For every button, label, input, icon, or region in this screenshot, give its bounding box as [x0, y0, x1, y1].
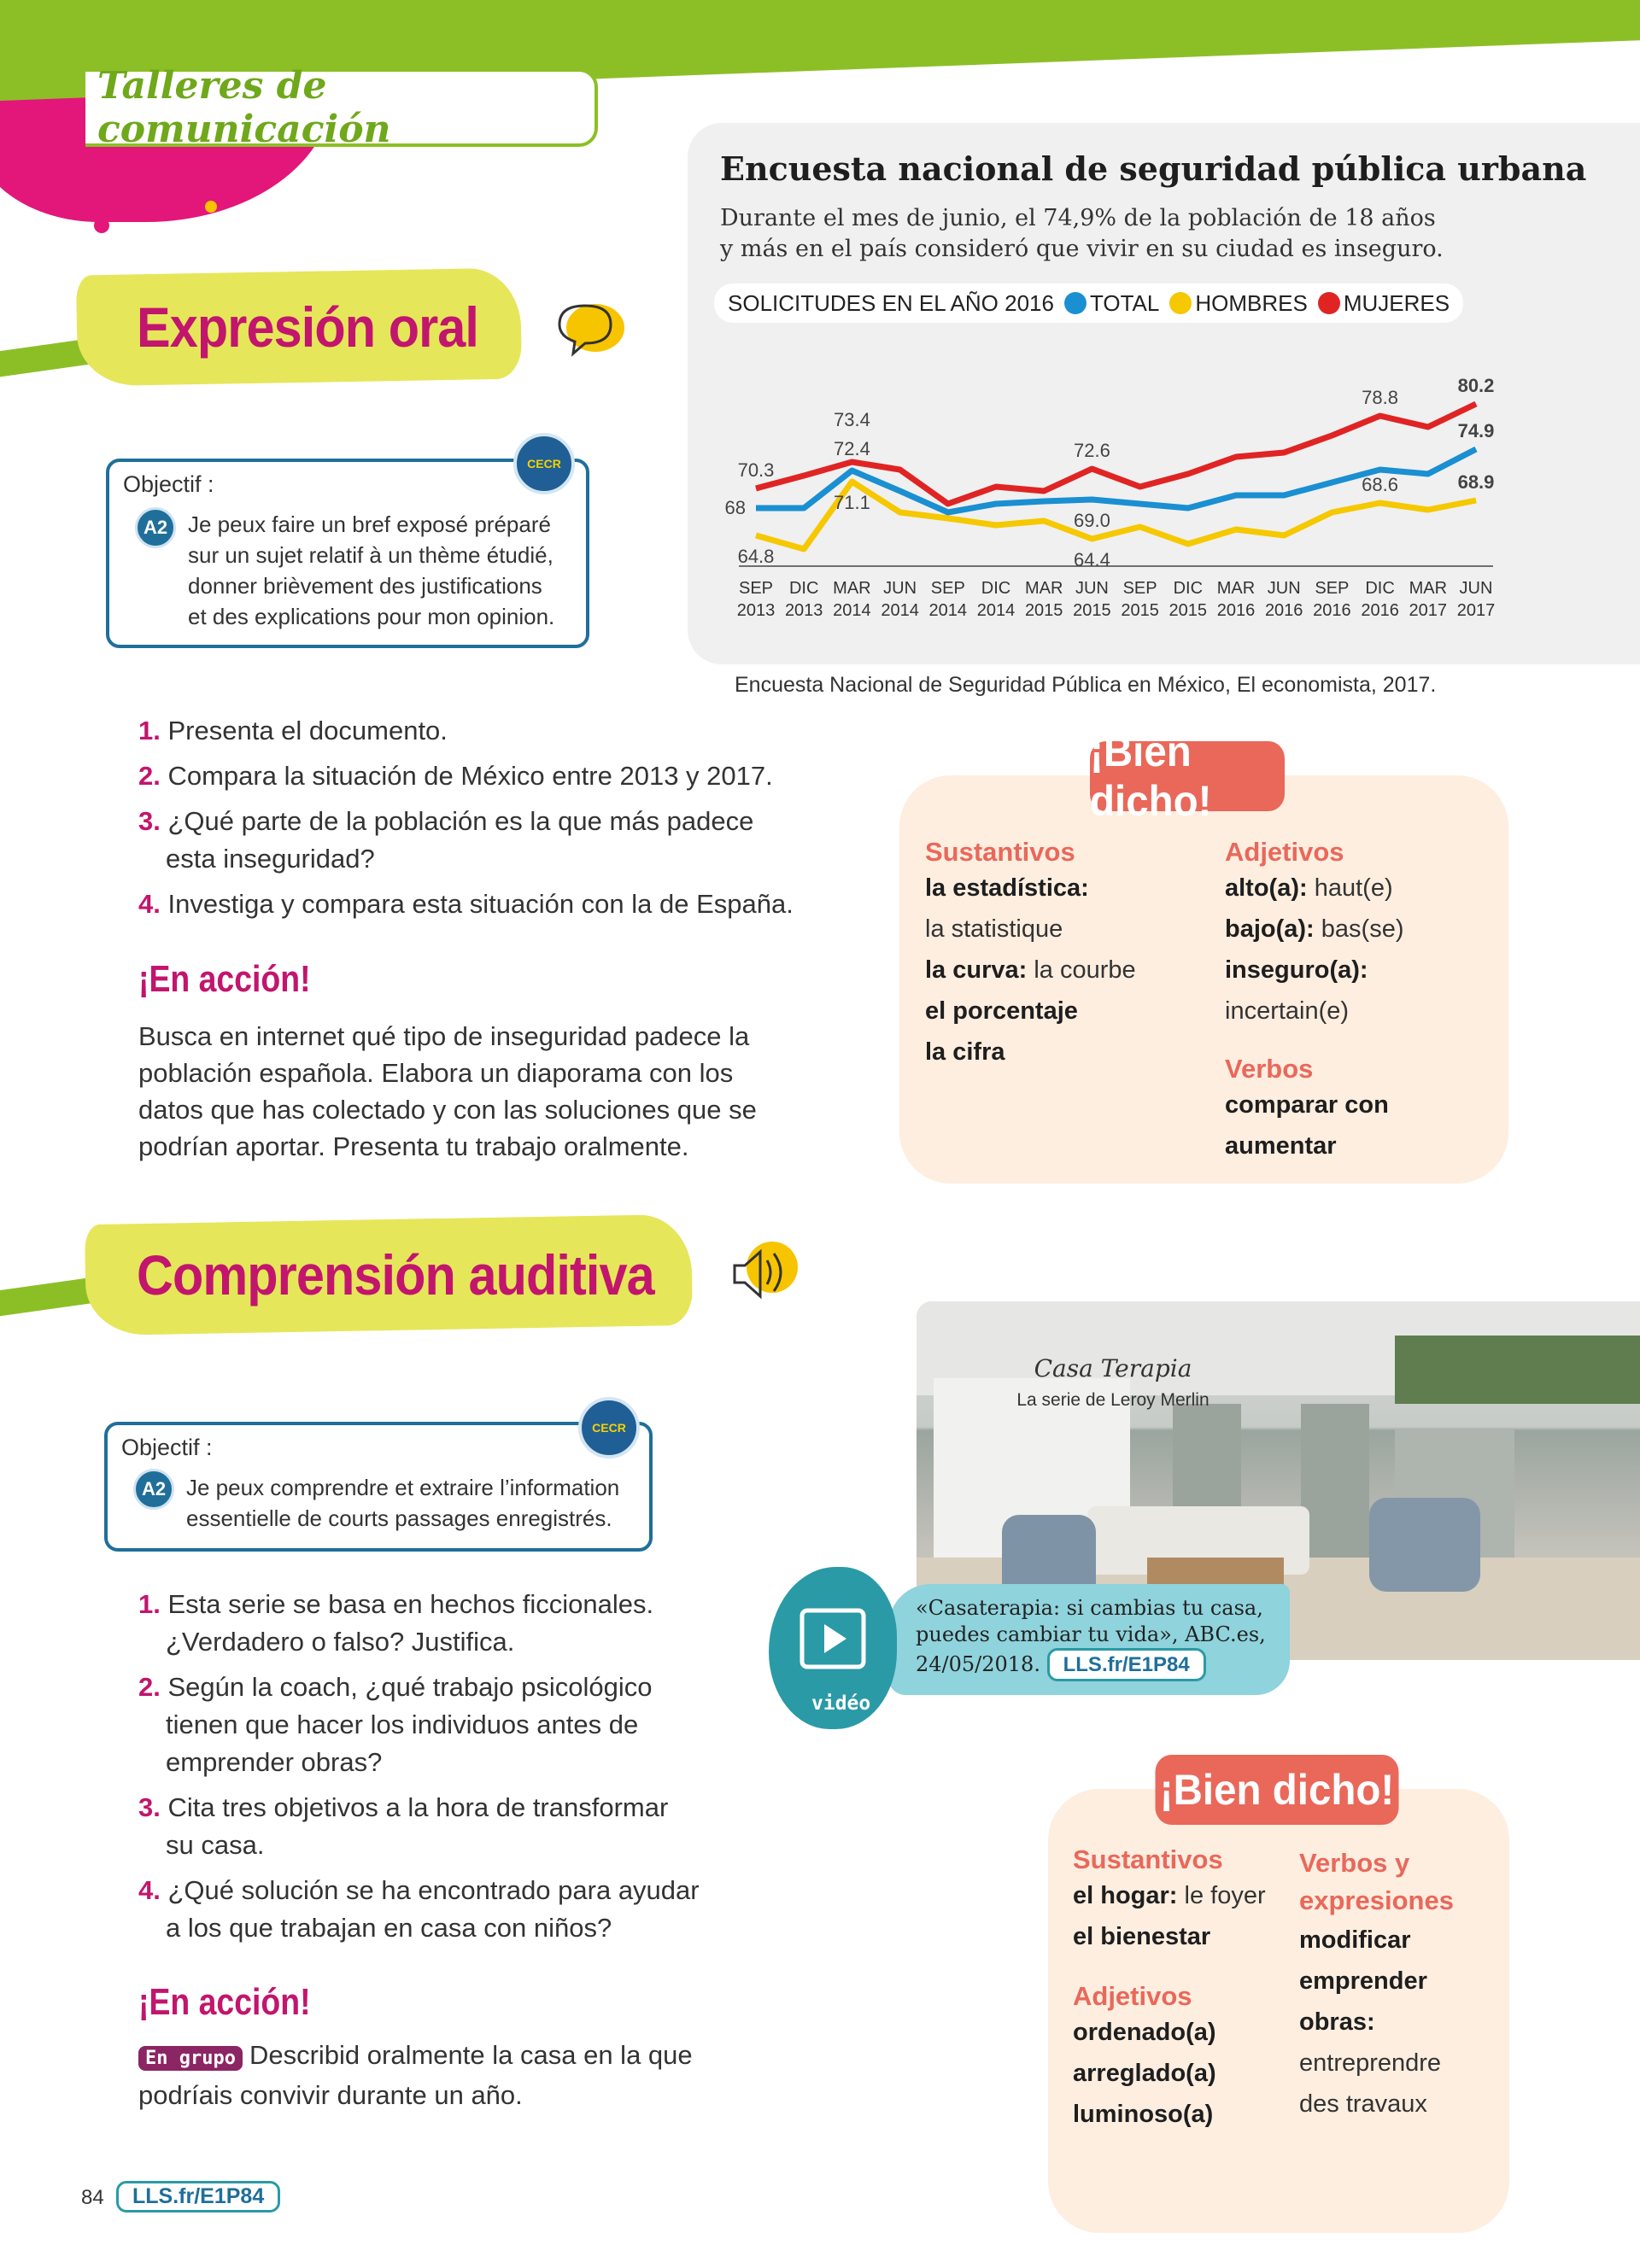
x-tick-label: 2015 [1073, 601, 1111, 620]
paragraph-line: podrían aportar. Presenta tu trabajo oralmente. [138, 1131, 689, 1161]
x-tick-label: SEP [1315, 579, 1350, 598]
vocab-item [1299, 2002, 1504, 2043]
objectif-line: essentielle de courts passages enregistrés. [186, 1505, 612, 1531]
bien-dicho-verbos [1299, 1844, 1504, 2125]
speech-bubble-icon [551, 299, 628, 359]
x-tick-label: DIC [788, 579, 819, 598]
vocab-heading [1299, 1844, 1504, 1920]
en-accion-heading: ¡En acción! [138, 1981, 311, 2023]
vocab-list [1225, 868, 1498, 1032]
en-grupo-badge: En grupo [138, 2046, 243, 2071]
vocab-translation: entreprendre [1299, 2049, 1442, 2077]
question-number: 3. [138, 806, 161, 836]
paragraph-line: población española. Elabora un diaporama con los [138, 1058, 734, 1088]
comprension-title: Comprensión auditiva [137, 1243, 654, 1306]
x-tick-label: JUN [1267, 579, 1301, 598]
vocab-term: bajo(a): [1225, 915, 1315, 943]
vocab-list [1299, 1920, 1504, 2125]
x-tick-label: SEP [1122, 579, 1157, 598]
bien-dicho-pill [1090, 728, 1285, 825]
question-number: 1. [138, 1589, 161, 1619]
vocab-term: luminoso(a) [1073, 2101, 1214, 2128]
vocab-term: modificar [1299, 1926, 1411, 1954]
question-continuation: su casa. [166, 1830, 265, 1860]
vocab-heading: Verbos [1225, 1054, 1314, 1084]
vocab-heading-line: Verbos y [1299, 1848, 1410, 1878]
vocab-item [1073, 1916, 1303, 1957]
objectif-line: donner brièvement des justifications [188, 573, 542, 599]
x-tick-label: MAR [1024, 579, 1063, 598]
x-tick-label: SEP [738, 579, 774, 598]
x-tick-label: 2014 [881, 601, 919, 620]
x-tick-label: 2013 [736, 601, 776, 620]
vocab-translation: incertain(e) [1225, 997, 1350, 1025]
vocab-list [1073, 1875, 1303, 1957]
level-badge [133, 1469, 174, 1510]
x-tick-label: MAR [833, 579, 871, 598]
data-label: 64.4 [1073, 549, 1110, 570]
video-caption [916, 1595, 1266, 1681]
video-caption-line [916, 1648, 1266, 1681]
question-text: Compara la situación de México entre 2013 y 2017. [167, 761, 773, 791]
legend-hombres: HOMBRES [1195, 289, 1308, 316]
question-text: Esta serie se basa en hechos ficcionales. [167, 1589, 654, 1619]
objectif-line: Je peux faire un bref exposé préparé [188, 511, 551, 537]
objectif-label: Objectif : [123, 471, 214, 497]
question-text: ¿Qué solución se ha encontrado para ayudar [167, 1875, 700, 1905]
vocab-translation: des travaux [1299, 2090, 1427, 2118]
vocab-term: la curva: [925, 956, 1028, 984]
objectif-label: Objectif : [121, 1435, 213, 1460]
x-tick-label: DIC [1173, 579, 1204, 598]
cecr-label: CECR [592, 1421, 626, 1435]
x-tick-label: MAR [1216, 579, 1256, 598]
legend-total: TOTAL [1089, 289, 1160, 316]
question-item [138, 1586, 753, 1623]
video-play-icon[interactable] [799, 1605, 876, 1682]
vocab-term: emprender [1299, 1967, 1427, 1995]
level-label: A2 [143, 517, 168, 538]
vocab-term: inseguro(a): [1225, 956, 1368, 984]
objectif-line: et des explications pour mon opinion. [188, 604, 555, 629]
question-number: 2. [138, 761, 161, 791]
chart-source: Encuesta Nacional de Seguridad Pública en México, El economista, 2017. [735, 673, 1437, 697]
video-date: 24/05/2018. [916, 1652, 1040, 1676]
vocab-term: ordenado(a) [1073, 2019, 1216, 2046]
x-tick-label: JUN [883, 579, 917, 598]
level-badge [135, 507, 176, 548]
x-tick-label: 2016 [1216, 601, 1256, 620]
bien-dicho-pill [1156, 1755, 1399, 1825]
paragraph-line: datos que has colectado y con las soluciones que se [138, 1095, 757, 1125]
data-label: 68.6 [1362, 474, 1399, 495]
vocab-term: la cifra [925, 1038, 1005, 1066]
vocab-list [925, 868, 1207, 1073]
x-tick-label: SEP [930, 579, 965, 598]
x-tick-label: 2016 [1361, 601, 1399, 620]
photo-subtitle: La serie de Leroy Merlin [1016, 1390, 1210, 1410]
question-continuation: emprender obras? [166, 1747, 383, 1777]
x-tick-label: 2015 [1024, 601, 1063, 620]
expresion-questions [138, 712, 907, 923]
x-tick-label: JUN [1075, 579, 1109, 598]
vocab-translation: la courbe [1027, 956, 1136, 984]
x-tick-label: 2014 [928, 601, 968, 620]
vocab-item [1225, 1125, 1498, 1166]
question-text: ¿Qué parte de la población es la que más padece [167, 806, 754, 836]
question-number: 4. [138, 889, 161, 919]
x-tick-label: 2015 [1121, 601, 1159, 620]
vocab-item [1073, 2053, 1303, 2094]
vocab-term: comparar con [1225, 1091, 1389, 1119]
legend-dot-hombres [1169, 292, 1192, 314]
yellow-paint-dot [205, 201, 217, 213]
question-continuation: a los que trabajan en casa con niños? [166, 1913, 612, 1943]
legend-dot-mujeres [1318, 292, 1340, 314]
en-accion-text [138, 1018, 856, 1165]
question-text: Cita tres objetivos a la hora de transformar [167, 1792, 669, 1822]
vocab-heading: Sustantivos [925, 837, 1075, 867]
data-label: 80.2 [1457, 375, 1495, 396]
objectif-text [186, 1472, 619, 1534]
x-tick-label: 2017 [1456, 601, 1496, 620]
vocab-item [1299, 1920, 1504, 1961]
chart-title: Encuesta nacional de seguridad pública urbana [720, 149, 1587, 188]
question-text: Presenta el documento. [167, 716, 448, 745]
legend-mujeres: MUJERES [1343, 289, 1450, 316]
page-number: 84 [81, 2186, 104, 2209]
vocab-term: el hogar: [1073, 1882, 1178, 1909]
footer-link[interactable]: LLS.fr/E1P84 [116, 2181, 280, 2212]
data-label: 69.0 [1073, 510, 1110, 531]
vocab-heading: Sustantivos [1073, 1844, 1223, 1874]
question-number: 3. [138, 1792, 161, 1822]
question-item [138, 886, 907, 923]
vocab-heading-line: expresiones [1299, 1885, 1454, 1915]
question-continuation: ¿Verdadero o falso? Justifica. [166, 1627, 515, 1657]
x-tick-label: DIC [1365, 579, 1395, 598]
objectif-text [188, 509, 554, 632]
bien-dicho-sustantivos [925, 837, 1207, 1073]
question-text: Investiga y compara esta situación con la de España. [167, 889, 794, 919]
expresion-title: Expresión oral [137, 295, 479, 359]
objectif-line: Je peux comprendre et extraire l’information [186, 1475, 620, 1500]
question-number: 4. [138, 1875, 161, 1905]
question-item [138, 712, 907, 750]
data-label: 71.1 [833, 492, 870, 513]
data-label: 72.6 [1073, 440, 1110, 461]
data-label: 70.3 [737, 459, 775, 481]
vocab-item [1225, 1084, 1498, 1125]
vocab-heading: Adjetivos [1225, 837, 1344, 867]
chart-legend [714, 284, 1463, 323]
vocab-item [1299, 1961, 1504, 2002]
pink-paint-drop [111, 145, 205, 213]
vocab-item [1225, 909, 1498, 950]
legend-dot-total [1064, 292, 1086, 314]
question-item [138, 1789, 753, 1827]
line-chart [709, 359, 1631, 632]
vocab-item [1299, 2084, 1504, 2125]
level-label: A2 [141, 1478, 167, 1499]
data-label: 68 [724, 497, 746, 518]
paragraph-text: Describid oralmente la casa en la que [249, 2040, 693, 2070]
x-tick-label: 2015 [1168, 601, 1208, 620]
vocab-translation: le foyer [1177, 1882, 1266, 1909]
data-label: 78.8 [1362, 387, 1399, 408]
audio-speaker-icon [728, 1235, 805, 1312]
bien-dicho-adjetivos [1225, 837, 1498, 1166]
paragraph-line [138, 2037, 788, 2077]
chart-subtitle [720, 203, 1444, 265]
data-label: 72.4 [833, 438, 870, 459]
question-text: Según la coach, ¿qué trabajo psicológico [167, 1672, 653, 1702]
vocab-item [1073, 1875, 1303, 1916]
en-accion-heading: ¡En acción! [138, 958, 311, 1000]
question-item [138, 1872, 753, 1909]
section-tab [85, 64, 598, 151]
photo-title: Casa Terapia [1034, 1354, 1192, 1382]
cecr-badge [578, 1397, 640, 1458]
vocab-item [1225, 868, 1498, 909]
data-label: 73.4 [833, 409, 870, 430]
vocab-item [1299, 2043, 1504, 2084]
x-tick-label: 2016 [1264, 601, 1303, 620]
question-continuation: esta inseguridad? [166, 844, 375, 874]
vocab-term: alto(a): [1225, 874, 1308, 902]
question-item [138, 803, 907, 840]
vocab-term: el bienestar [1073, 1923, 1211, 1950]
chart-subtitle-line: y más en el país consideró que vivir en su ciudad es inseguro. [720, 236, 1444, 262]
vocab-translation: haut(e) [1307, 874, 1393, 902]
vocab-term: la estadística: [925, 874, 1089, 902]
question-number: 1. [138, 716, 161, 745]
cecr-label: CECR [527, 457, 561, 471]
question-continuation: tienen que hacer los individuos antes de [166, 1710, 639, 1739]
question-item [138, 1669, 753, 1706]
data-label: 64.8 [737, 546, 775, 567]
x-tick-label: MAR [1409, 579, 1448, 598]
vocab-term: arreglado(a) [1073, 2060, 1216, 2087]
vocab-item [1073, 2012, 1303, 2053]
bien-dicho-title: ¡Bien dicho! [1090, 728, 1212, 825]
vocab-list [1225, 1084, 1498, 1166]
cecr-badge [513, 433, 575, 494]
vocab-heading: Adjetivos [1073, 1981, 1192, 2011]
data-label: 74.9 [1457, 420, 1495, 441]
vocab-item [1073, 2094, 1303, 2135]
section-tab-label: Talleres de comunicación [97, 64, 391, 151]
vocab-translation: la statistique [925, 915, 1063, 943]
vocab-item [925, 1032, 1207, 1073]
video-caption-line: puedes cambiar tu vida», ABC.es, [916, 1622, 1266, 1646]
comprension-questions [138, 1586, 753, 1947]
vocab-item [1225, 950, 1498, 1032]
vocab-item [925, 950, 1207, 991]
chart-subtitle-line: Durante el mes de junio, el 74,9% de la población de 18 años [720, 205, 1436, 231]
x-tick-label: 2016 [1313, 601, 1351, 620]
x-tick-label: 2013 [784, 601, 823, 620]
vocab-term: obras: [1299, 2008, 1375, 2036]
paragraph-line: Busca en internet qué tipo de inseguridad padece la [138, 1021, 750, 1051]
vocab-item [925, 909, 1207, 950]
data-label: 68.9 [1457, 471, 1495, 493]
vocab-term: el porcentaje [925, 997, 1078, 1025]
video-caption-line: «Casaterapia: si cambias tu casa, [916, 1596, 1263, 1620]
question-item [138, 757, 907, 795]
video-label: vidéo [811, 1692, 871, 1715]
vocab-term: aumentar [1225, 1132, 1337, 1160]
x-tick-label: DIC [981, 579, 1011, 598]
en-accion-text [138, 2037, 788, 2113]
bien-dicho-sustantivos [1073, 1844, 1303, 2135]
objectif-line: sur un sujet relatif à un thème étudié, [188, 542, 554, 568]
paragraph-line: podríais convivir durante un año. [138, 2080, 523, 2110]
x-tick-label: 2014 [976, 601, 1016, 620]
vocab-translation: bas(se) [1314, 915, 1404, 943]
bien-dicho-title: ¡Bien dicho! [1159, 1766, 1395, 1814]
vocab-item [925, 991, 1207, 1032]
x-tick-label: JUN [1459, 579, 1493, 598]
video-link[interactable]: LLS.fr/E1P84 [1047, 1648, 1206, 1681]
x-tick-label: 2017 [1409, 601, 1448, 620]
vocab-item [925, 868, 1207, 909]
pink-paint-dot [94, 218, 109, 233]
vocab-list [1073, 2012, 1303, 2135]
legend-title: SOLICITUDES EN EL AÑO 2016 [728, 289, 1054, 316]
x-tick-label: 2014 [833, 601, 871, 620]
question-number: 2. [138, 1672, 161, 1702]
